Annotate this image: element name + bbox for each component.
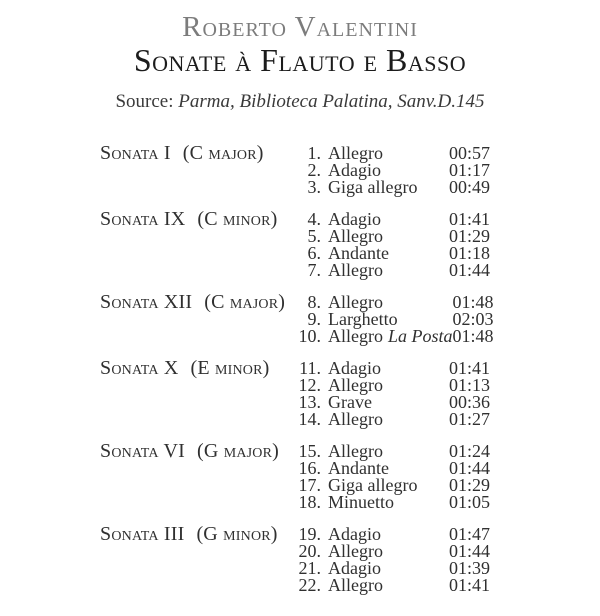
track-duration: 01:05 — [448, 492, 490, 512]
track-duration: 01:29 — [448, 475, 490, 495]
track-duration: 01:17 — [448, 160, 490, 180]
track-title: Giga allegro — [328, 475, 418, 495]
track-row — [296, 179, 490, 196]
track-duration: 01:27 — [448, 409, 490, 429]
track-number: 9. — [307, 309, 321, 329]
track-title: Minuetto — [328, 492, 394, 512]
track-number: 17. — [298, 475, 321, 495]
sonata-block-2 — [100, 208, 490, 280]
track-row — [296, 411, 490, 428]
track-list — [100, 142, 494, 609]
track-title: Grave — [328, 392, 372, 412]
track-number: 5. — [307, 226, 321, 246]
track-title: Andante — [328, 243, 389, 263]
track-number: 12. — [298, 375, 321, 395]
sonata-key: (G major) — [197, 440, 280, 462]
track-duration: 01:39 — [448, 558, 490, 578]
track-title: Allegro — [328, 226, 383, 246]
track-duration: 01:41 — [448, 209, 490, 229]
composer-title: Roberto Valentini — [182, 11, 418, 43]
track-duration: 01:24 — [448, 441, 490, 461]
track-duration: 01:41 — [448, 358, 490, 378]
track-title: Adagio — [328, 209, 381, 229]
sonata-tracks — [296, 145, 490, 196]
work-title: Sonate à Flauto e Basso — [133, 42, 467, 78]
sonata-heading — [100, 357, 296, 379]
track-duration: 01:48 — [452, 292, 494, 312]
sonata-tracks — [296, 360, 490, 428]
source-label: Source: — [115, 91, 174, 112]
track-row — [296, 494, 490, 511]
track-duration: 01:41 — [448, 575, 490, 595]
track-row — [296, 262, 490, 279]
track-duration: 01:29 — [448, 226, 490, 246]
track-number: 1. — [307, 143, 321, 163]
sonata-block-4 — [100, 357, 490, 429]
sonata-name: Sonata III — [100, 523, 185, 545]
sonata-heading — [100, 440, 296, 462]
track-number: 18. — [298, 492, 321, 512]
track-duration: 00:36 — [448, 392, 490, 412]
source-line — [0, 92, 600, 112]
track-title: Andante — [328, 458, 389, 478]
track-number: 19. — [298, 524, 321, 544]
track-duration: 01:13 — [448, 375, 490, 395]
track-title: Adagio — [328, 358, 381, 378]
track-title: Allegro — [328, 541, 383, 561]
track-number: 11. — [299, 358, 321, 378]
track-title: Allegro — [328, 575, 383, 595]
track-number: 4. — [307, 209, 321, 229]
track-number: 10. — [298, 326, 321, 346]
track-duration: 02:03 — [452, 309, 494, 329]
track-title: Adagio — [328, 524, 381, 544]
sonata-key: (G minor) — [196, 523, 278, 545]
track-title: Adagio — [328, 160, 381, 180]
sonata-heading — [100, 208, 296, 230]
track-title: Adagio — [328, 558, 381, 578]
sonata-heading — [100, 142, 296, 164]
sonata-tracks — [296, 211, 490, 279]
track-duration: 01:44 — [448, 260, 490, 280]
track-number: 22. — [298, 575, 321, 595]
sonata-key: (E minor) — [190, 357, 270, 379]
sonata-name: Sonata X — [100, 357, 179, 379]
sonata-key: (C major) — [204, 291, 286, 313]
track-duration: 01:48 — [452, 326, 494, 346]
sonata-name: Sonata IX — [100, 208, 186, 230]
sonata-name: Sonata VI — [100, 440, 185, 462]
sonata-block-5 — [100, 440, 490, 512]
sonata-heading — [100, 291, 296, 313]
sonata-key: (C major) — [182, 142, 264, 164]
sonata-heading — [100, 523, 296, 545]
track-number: 16. — [298, 458, 321, 478]
track-number: 2. — [307, 160, 321, 180]
track-title: Allegro — [328, 326, 383, 346]
track-duration: 01:47 — [448, 524, 490, 544]
track-subtitle: La Posta — [387, 326, 453, 346]
track-number: 8. — [307, 292, 321, 312]
sonata-block-3 — [100, 291, 494, 346]
track-number: 15. — [298, 441, 321, 461]
track-row — [296, 328, 494, 345]
track-title: Allegro — [328, 260, 383, 280]
sonata-tracks — [296, 294, 494, 345]
track-title: Allegro — [328, 143, 383, 163]
source-value: Parma, Biblioteca Palatina, Sanv.D.145 — [178, 91, 485, 112]
track-number: 14. — [298, 409, 321, 429]
track-number: 21. — [298, 558, 321, 578]
track-number: 6. — [307, 243, 321, 263]
sonata-block-1 — [100, 142, 490, 197]
sonata-name: Sonata XII — [100, 291, 193, 313]
sonata-block-6 — [100, 523, 490, 595]
track-number: 13. — [298, 392, 321, 412]
track-title: Allegro — [328, 292, 383, 312]
sonata-tracks — [296, 526, 490, 594]
track-number: 7. — [307, 260, 321, 280]
track-number: 3. — [307, 177, 321, 197]
track-duration: 01:44 — [448, 458, 490, 478]
sonata-name: Sonata I — [100, 142, 171, 164]
track-title: Allegro — [328, 409, 383, 429]
track-title: Allegro — [328, 441, 383, 461]
track-title: Larghetto — [328, 309, 398, 329]
track-duration: 01:18 — [448, 243, 490, 263]
track-duration: 00:49 — [448, 177, 490, 197]
track-row — [296, 577, 490, 594]
sonata-key: (C minor) — [197, 208, 278, 230]
track-number: 20. — [298, 541, 321, 561]
track-title: Allegro — [328, 375, 383, 395]
track-title: Giga allegro — [328, 177, 418, 197]
track-duration: 00:57 — [448, 143, 490, 163]
sonata-tracks — [296, 443, 490, 511]
track-duration: 01:44 — [448, 541, 490, 561]
